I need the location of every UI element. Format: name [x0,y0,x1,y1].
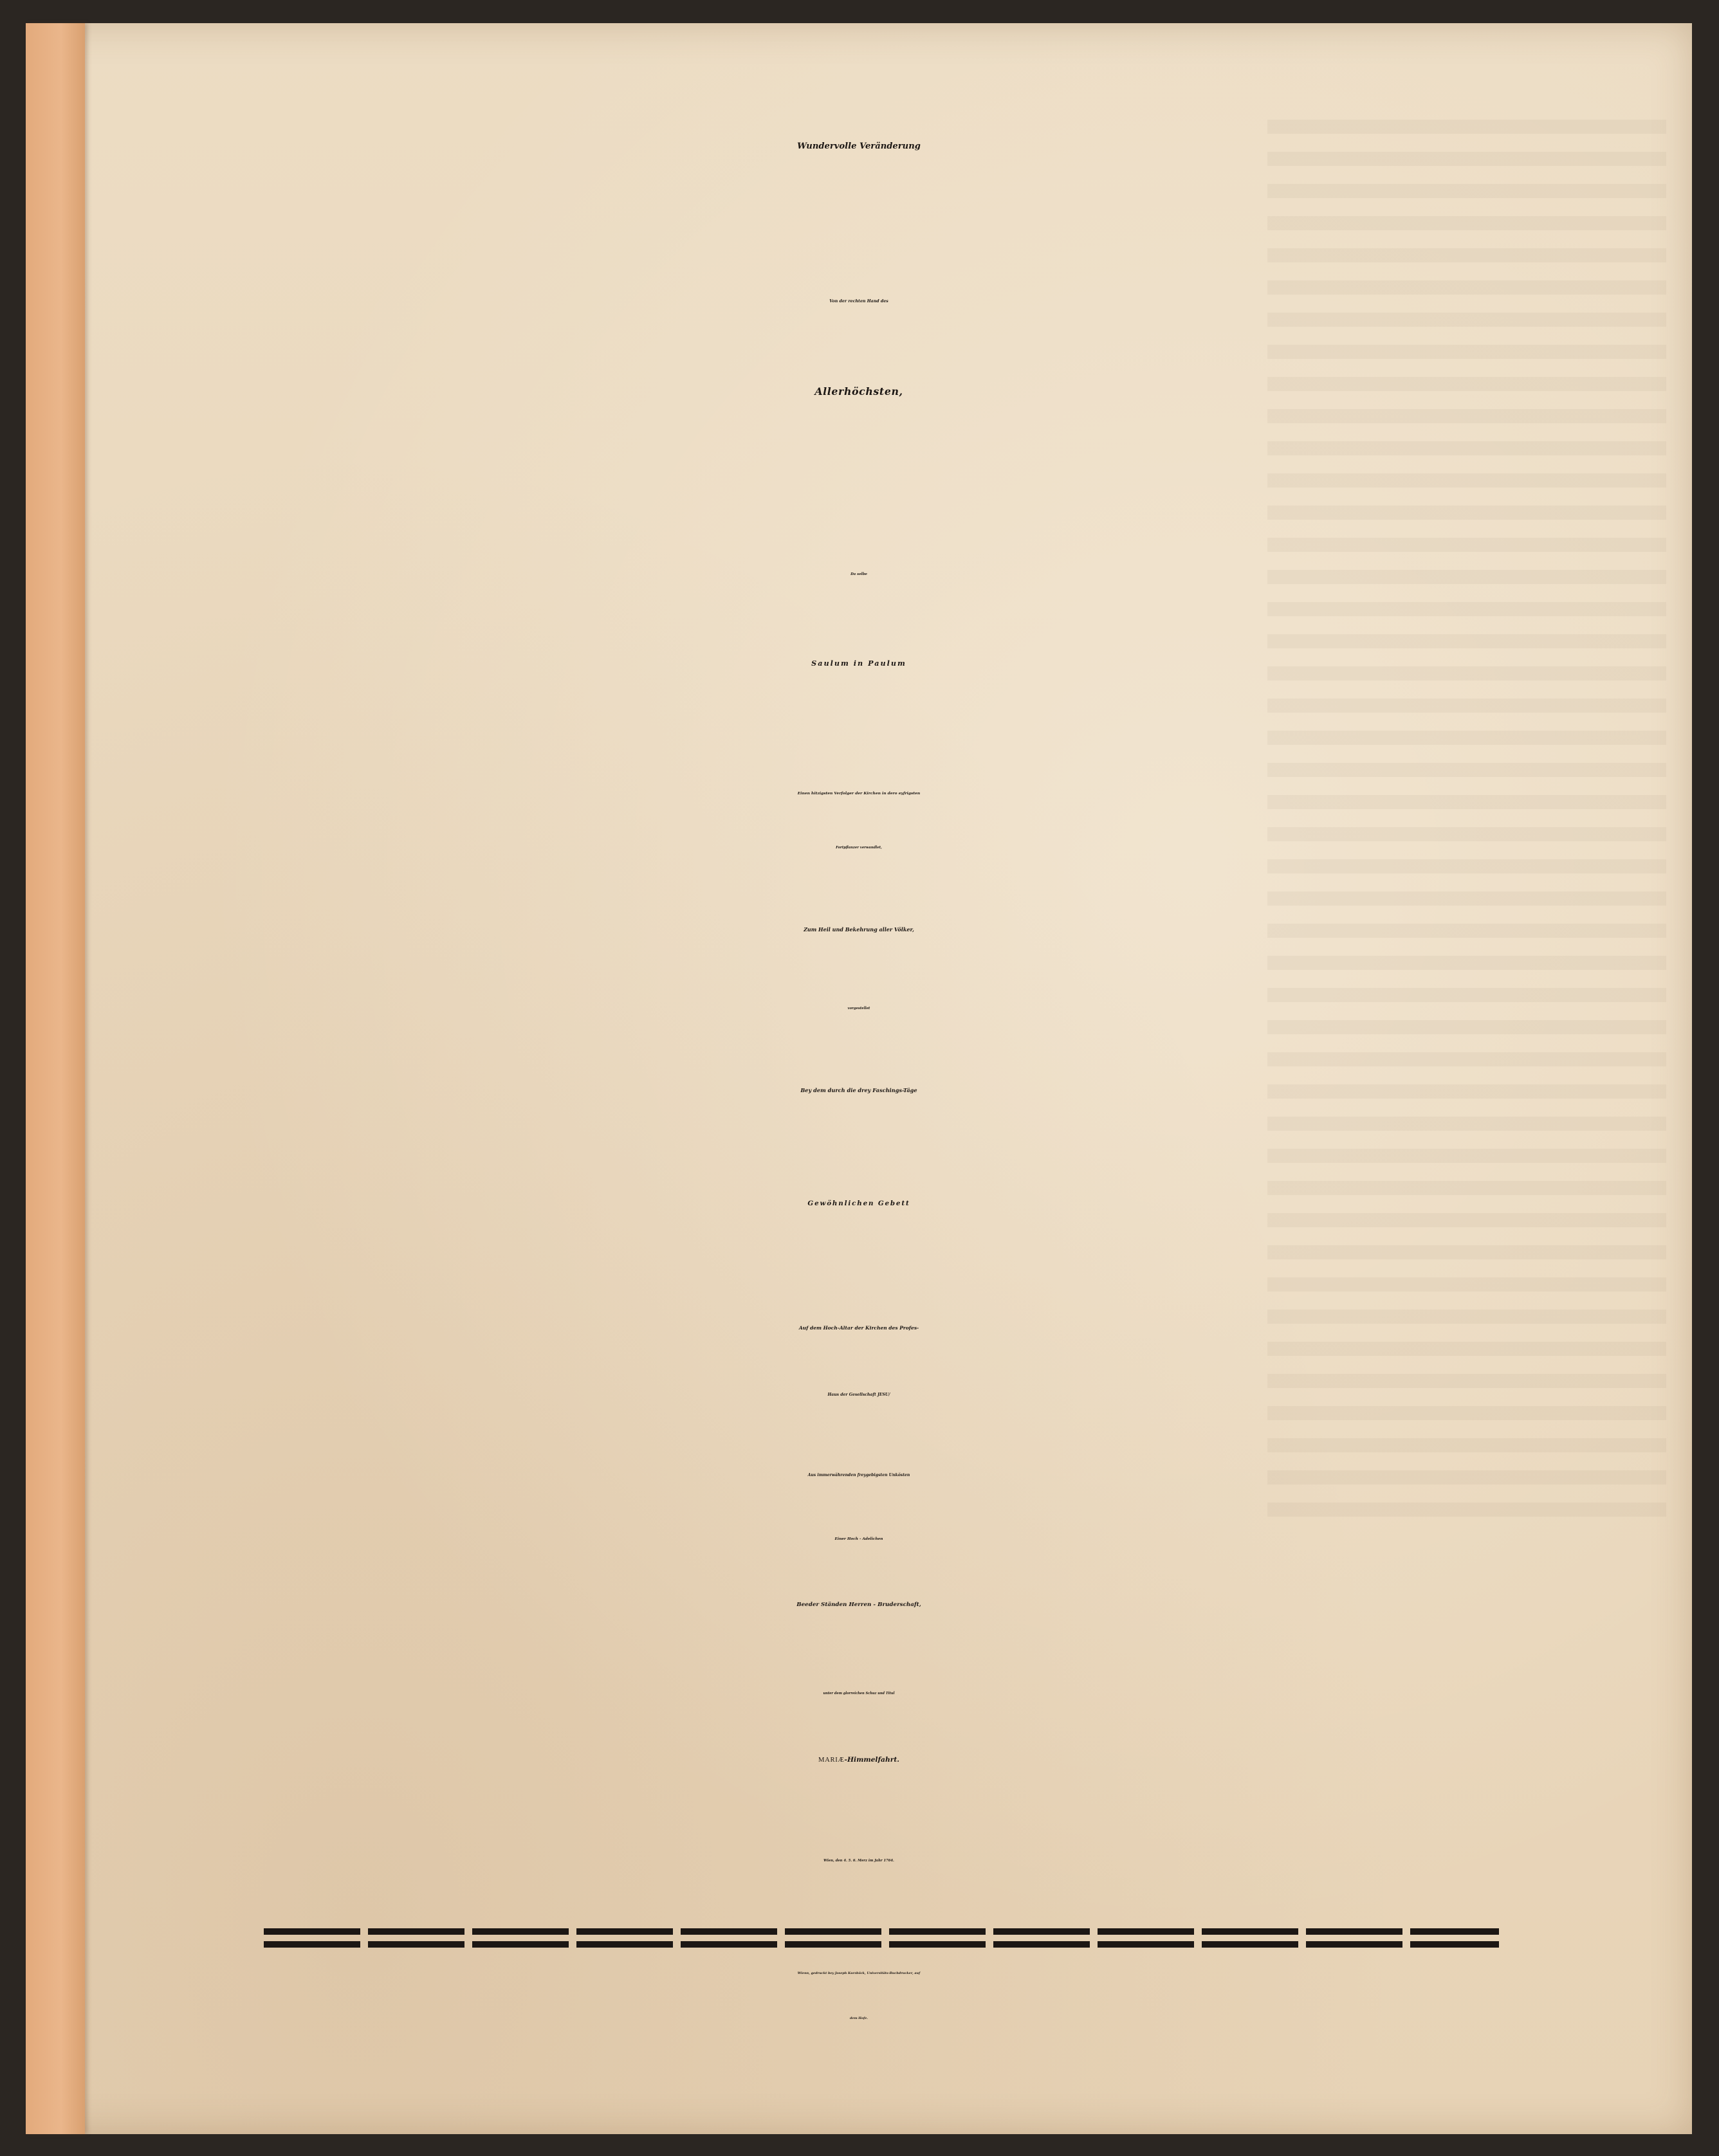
line-bruderschaft: Beeder Ständen Herren - Bruderschaft, [796,1602,921,1608]
subtitle-line: Von der rechten Hand des [829,299,888,304]
top-rule [264,1928,1499,1935]
bleed-through-texture [1267,120,1666,1535]
title-page [26,23,1692,2134]
himmelfahrt-word: -Himmelfahrt. [844,1755,899,1764]
place-date-line: Wien, den 4. 5. 6. Merz im Jahr 1764. [823,1859,894,1863]
title-saulum-in-paulum: Saulum in Paulum [811,659,906,668]
line-gesellschaft-jesu: Haus der Gesellschaft JESU/ [827,1393,890,1397]
mariae-word: MARIÆ [818,1757,845,1764]
imprint-line-1: Wienn, gedruckt bey Joseph Kurzböck, Universitäts-Buchdrucker, auf [797,1971,921,1975]
bottom-rule [264,1941,1499,1948]
title-mariae-himmelfahrt [26,1757,1692,1764]
title-gewoehnlichen-gebett: Gewöhnlichen Gebett [807,1200,910,1207]
line-unkoesten: Aus immerwährenden freygebigsten Unkösten [807,1473,910,1477]
line-zum-heil: Zum Heil und Bekehrung aller Völker, [804,926,914,933]
line-faschings: Bey dem durch die drey Faschings-Täge [800,1087,917,1093]
line-hoch-altar: Auf dem Hoch-Altar der Kirchen des Profes- [798,1325,919,1331]
line-vorgestellet: vorgestellet [847,1007,870,1010]
line-verfolger: Einen hitzigsten Verfolger der Kirchen in dero eyfrigsten [797,791,921,796]
title-allerhoechsten: Allerhöchsten, [814,385,903,397]
main-title: Wundervolle Veränderung [797,142,921,151]
line-schuz-und-titul: unter dem glorreichen Schuz und Titul [823,1692,895,1695]
line-da-selbe: Da selbe [850,572,867,576]
line-hoch-adelichen: Einer Hoch - Adelichen [834,1537,883,1541]
page-spine-edge [26,23,85,2134]
imprint-line-2: dem Hofe. [849,2016,869,2020]
line-fortpflanzer: Fortpflanzer verwandlet, [836,846,882,850]
